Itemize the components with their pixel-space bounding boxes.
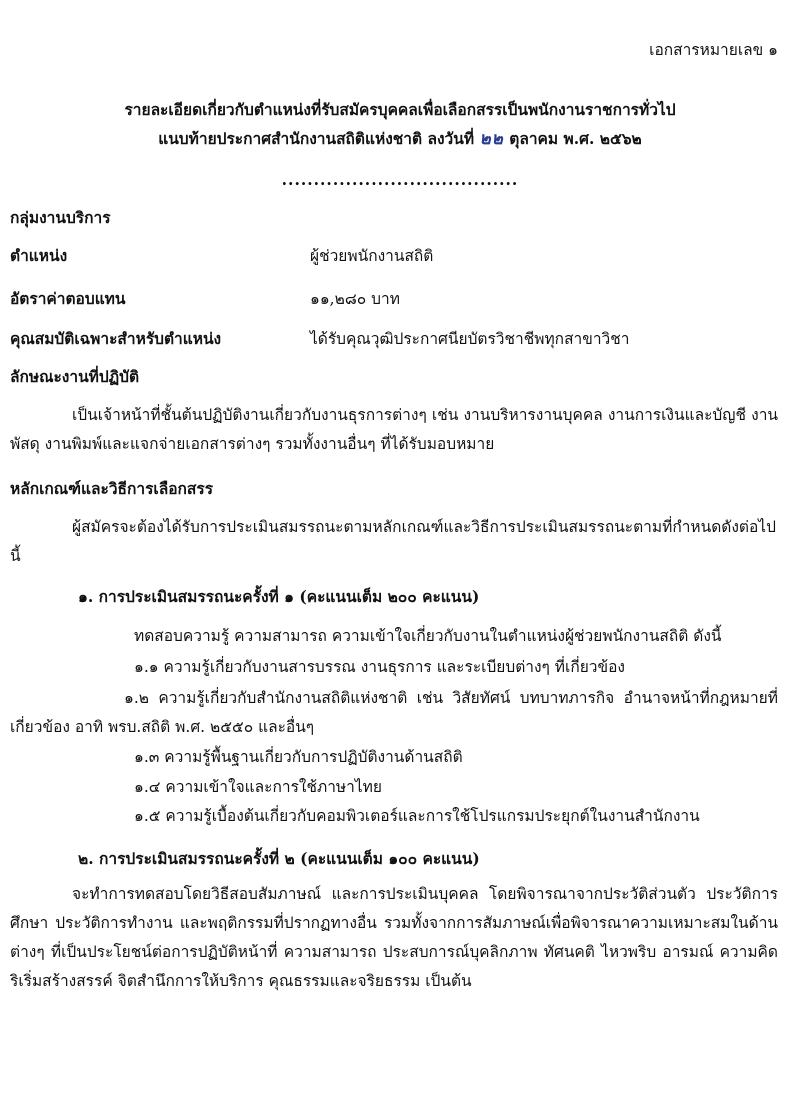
- salary-label: อัตราค่าตอบแทน: [10, 289, 126, 308]
- service-group-label: กลุ่มงานบริการ: [10, 208, 111, 227]
- qualification-label: คุณสมบัติเฉพาะสำหรับตำแหน่ง: [10, 329, 222, 348]
- round2-paragraph: [10, 880, 778, 996]
- round1-item: ๑.๕ ความรู้เบื้องต้นเกี่ยวกับคอมพิวเตอร์และการใช้โปรแกรมประยุกต์ในงานสำนักงาน: [134, 807, 700, 825]
- round1-item: [10, 684, 778, 742]
- title-separator: .....................................: [281, 170, 519, 189]
- round2-heading: ๒. การประเมินสมรรถนะครั้งที่ ๒ (คะแนนเต็ม ๑๐๐ คะแนน): [78, 849, 480, 868]
- criteria-paragraph: [10, 513, 778, 571]
- title-date-suffix: ตุลาคม พ.ศ. ๒๕๖๒: [509, 129, 642, 148]
- round1-item: ๑.๔ ความเข้าใจและการใช้ภาษาไทย: [134, 778, 382, 796]
- document-title-line1: รายละเอียดเกี่ยวกับตำแหน่งที่รับสมัครบุคคลเพื่อเลือกสรรเป็นพนักงานราชการทั่วไป: [124, 100, 676, 119]
- round1-item: ๑.๓ ความรู้พื้นฐานเกี่ยวกับการปฏิบัติงานด้านสถิติ: [134, 748, 463, 766]
- title-date-prefix: แนบท้ายประกาศสำนักงานสถิติแห่งชาติ ลงวันที่: [158, 129, 475, 148]
- criteria-heading: หลักเกณฑ์และวิธีการเลือกสรร: [10, 479, 214, 498]
- qualification-value: ได้รับคุณวุฒิประกาศนียบัตรวิชาชีพทุกสาขาวิชา: [310, 330, 630, 348]
- round1-intro: ทดสอบความรู้ ความสามารถ ความเข้าใจเกี่ยวกับงานในตำแหน่งผู้ช่วยพนักงานสถิติ ดังนี้: [134, 627, 722, 645]
- document-title-line2: [0, 127, 800, 151]
- round2-text: จะทำการทดสอบโดยวิธีสอบสัมภาษณ์ และการประเมินบุคคล โดยพิจารณาจากประวัติส่วนตัว ประวัติการศึกษา ประวัติการทำงาน และพฤติกรรมที่ปรากฏทางอื่น รวมทั้งจากการสัมภาษณ์เพื่อพิจารณาความเหมาะสมในด้านต่างๆ ที่เป็นประโยชน์ต่อการปฏิบัติหน้าที่ ความสามารถ ประสบการณ์บุคลิกภาพ ทัศนคติ ไหวพริบ อารมณ์ ความคิดริเริ่มสร้างสรรค์ จิตสำนึกการให้บริการ คุณธรรมและจริยธรรม เป็นต้น: [10, 885, 778, 990]
- job-nature-paragraph: [10, 401, 778, 459]
- criteria-text: ผู้สมัครจะต้องได้รับการประเมินสมรรถนะตามหลักเกณฑ์และวิธีการประเมินสมรรถนะตามที่กำหนดดังต่อไปนี้: [10, 518, 776, 565]
- position-value: ผู้ช่วยพนักงานสถิติ: [310, 247, 434, 265]
- round1-item-text: ๑.๒ ความรู้เกี่ยวกับสำนักงานสถิติแห่งชาติ เช่น วิสัยทัศน์ บทบาทภารกิจ อำนาจหน้าที่กฎหมายที่เกี่ยวข้อง อาทิ พรบ.สถิติ พ.ศ. ๒๕๕๐ และอื่นๆ: [10, 689, 778, 736]
- document-number: เอกสารหมายเลข ๑: [649, 41, 778, 59]
- round1-item: ๑.๑ ความรู้เกี่ยวกับงานสารบรรณ งานธุรการ และระเบียบต่างๆ ที่เกี่ยวข้อง: [134, 658, 625, 676]
- position-label: ตำแหน่ง: [10, 246, 68, 265]
- round1-heading: ๑. การประเมินสมรรถนะครั้งที่ ๑ (คะแนนเต็ม ๒๐๐ คะแนน): [78, 587, 480, 606]
- salary-value: ๑๑,๒๘๐ บาท: [310, 290, 400, 308]
- handwritten-day: ๒๒: [479, 129, 504, 149]
- job-nature-text: เป็นเจ้าหน้าที่ชั้นต้นปฏิบัติงานเกี่ยวกับงานธุรการต่างๆ เช่น งานบริหารงานบุคคล งานการเงินและบัญชี งานพัสดุ งานพิมพ์และแจกจ่ายเอกสารต่างๆ รวมทั้งงานอื่นๆ ที่ได้รับมอบหมาย: [10, 406, 778, 453]
- job-nature-heading: ลักษณะงานที่ปฏิบัติ: [10, 367, 140, 386]
